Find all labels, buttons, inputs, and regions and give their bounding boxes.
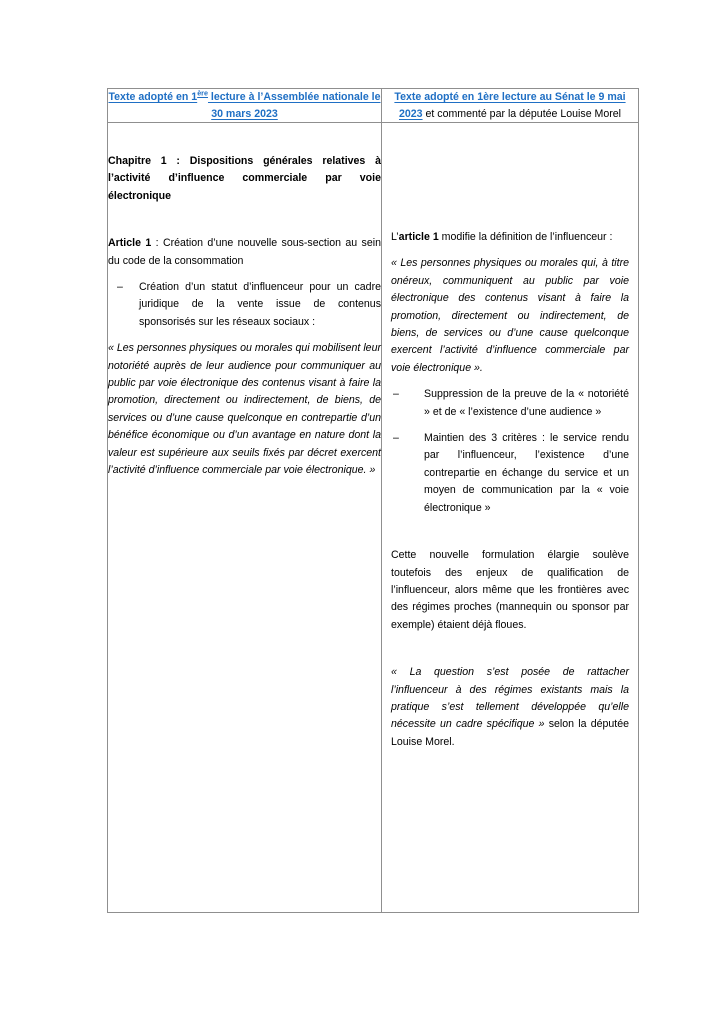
list-item — [391, 430, 629, 517]
spacer — [391, 634, 629, 664]
list-item-label: Création d’un statut d’influenceur pour un cadre juridique de la vente issue de contenus sponsorisés sur les réseaux sociaux : — [139, 281, 381, 328]
right-intro-paragraph — [391, 229, 629, 246]
dash-bullet-icon: – — [117, 281, 123, 294]
header-cell-assemblee-nationale — [108, 89, 382, 123]
article-description: : Création d’une nouvelle sous-section au sein du code de la consommation — [108, 237, 381, 267]
list-item-label: Maintien des 3 critères : le service rendu par l’influenceur, l’existence d’une contrepartie en échange du service et un moyen de communication par la « voie électronique » — [424, 432, 629, 514]
list-item-label: Suppression de la preuve de la « notoriété » et de « l’existence d’une audience » — [424, 388, 629, 418]
spacer — [108, 205, 381, 235]
chapter-heading: Chapitre 1 : Dispositions générales relatives à l’activité d’influence commerciale par voie électronique — [108, 155, 381, 202]
intro-prefix: L’ — [391, 231, 399, 243]
article-paragraph — [108, 235, 381, 270]
table-header-row — [108, 89, 639, 123]
right-legal-quote: « Les personnes physiques ou morales qui, à titre onéreux, communiquent au public par voie électronique des contenus visant à faire la promotion, directement ou indirectement, de biens, de services ou d’une cause quelconque exercent l’activité d’influence commerciale par voie électronique ». — [391, 257, 629, 374]
final-quote-text: « La question s’est posée de rattacher l’influenceur à des régimes existants mais la pratique s’est tellement développée qu’elle nécessite un cadre spécifique » — [391, 666, 629, 731]
final-quote-attribution: selon la députée Louise Morel. — [391, 718, 630, 748]
spacer — [108, 331, 381, 340]
header-text-right — [382, 89, 638, 122]
spacer — [108, 123, 381, 153]
comparison-table — [107, 88, 639, 913]
header-text-left — [108, 89, 381, 122]
left-legal-quote: « Les personnes physiques ou morales qui mobilisent leur notoriété auprès de leur audience pour communiquer au public par voie électronique des contenus visant à faire la promotion, directement ou indirectement, de biens, de services ou d’une cause quelconque en contrepartie d’un bénéfice économique ou d’un avantage en nature dont la valeur est supérieure aux seuils fixés par décret exercent l’activité d’influence commerciale par voie électronique. » — [108, 342, 381, 477]
header-link-assemblee-part2[interactable]: lecture à l’Assemblée nationale le 30 mars 2023 — [207, 91, 381, 120]
body-cell-senat — [382, 123, 639, 913]
spacer — [391, 377, 629, 386]
right-bullet-list — [391, 386, 629, 517]
left-bullet-list — [108, 279, 381, 331]
header-cell-senat — [382, 89, 639, 123]
table-body-row — [108, 123, 639, 913]
spacer — [391, 517, 629, 547]
dash-bullet-icon: – — [393, 432, 399, 445]
spacer — [108, 270, 381, 279]
intro-rest: modifie la définition de l’influenceur : — [438, 231, 613, 243]
body-cell-assemblee-nationale — [108, 123, 382, 913]
list-item — [391, 386, 629, 421]
dash-bullet-icon: – — [393, 388, 399, 401]
spacer — [391, 246, 629, 255]
intro-article-label: article 1 — [398, 231, 439, 243]
right-commentary: Cette nouvelle formulation élargie soulève toutefois des enjeux de qualification de l’influenceur, alors même que les frontières avec des régimes proches (mannequin ou sponsor par exemple) étaient déjà floues. — [391, 549, 629, 631]
spacer — [391, 123, 629, 229]
header-link-senat[interactable]: Texte adopté en 1ère lecture au Sénat le 9 mai 2023 — [394, 91, 626, 120]
list-item — [108, 279, 381, 331]
header-ordinal-superscript: ère — [197, 88, 208, 98]
right-final-quote — [391, 664, 629, 751]
article-label: Article 1 — [108, 237, 152, 250]
header-link-assemblee-part1[interactable]: Texte adopté en 1 — [108, 91, 198, 103]
header-plain-commentaire: et commenté par la députée Louise Morel — [422, 107, 622, 120]
